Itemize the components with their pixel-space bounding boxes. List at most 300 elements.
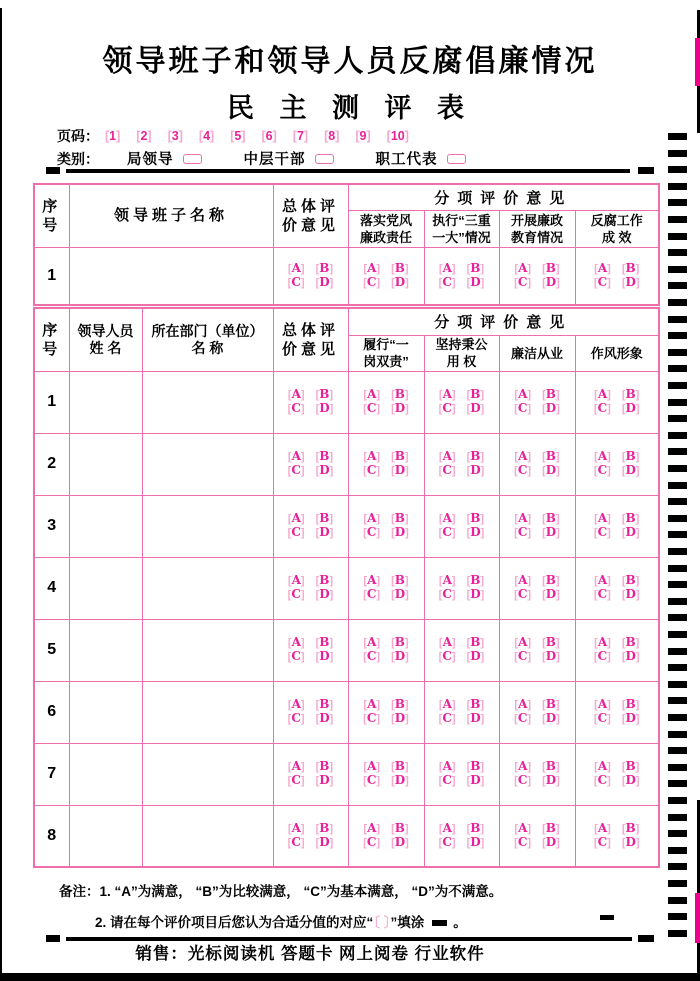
department-input-cell[interactable] — [142, 495, 273, 557]
bubble-option-a[interactable]: [A] — [363, 449, 381, 463]
bubble-option-c[interactable]: [C] — [363, 649, 381, 663]
bubble-option-b[interactable]: [B] — [315, 697, 334, 711]
bubble-option-c[interactable]: [C] — [363, 401, 381, 415]
bubble-option-a[interactable]: [A] — [363, 260, 381, 275]
bracket-right: ] — [527, 822, 532, 835]
bracket-right: ] — [480, 575, 485, 587]
page-number-bubble-10[interactable] — [387, 129, 409, 143]
bubble-option-d[interactable]: [D] — [466, 401, 485, 415]
timing-mark — [668, 880, 687, 887]
bubble-option-d[interactable]: [D] — [621, 587, 640, 601]
bubble-option-c[interactable]: [C] — [287, 401, 305, 415]
bracket-left: [ — [438, 775, 443, 787]
bracket-right: ] — [404, 575, 409, 587]
bubble-option-d[interactable]: [D] — [391, 525, 409, 539]
bubble-option-b[interactable]: [B] — [315, 511, 334, 525]
bubble-option-d[interactable]: [D] — [542, 274, 560, 289]
category-label: 类别： — [57, 150, 99, 167]
bubble-option-d[interactable]: [D] — [391, 834, 409, 849]
bracket-left: [ — [621, 451, 626, 463]
bubble-option-b[interactable]: [B] — [315, 387, 334, 401]
page-number-bubble-3[interactable] — [168, 129, 183, 143]
bubble-option-b[interactable]: [B] — [621, 697, 640, 711]
category-bubble[interactable] — [315, 154, 334, 164]
page-number-bubble-2[interactable] — [136, 129, 151, 143]
bubble-option-d[interactable]: [D] — [315, 587, 334, 601]
page-number: 3 — [171, 129, 179, 143]
bubble-option-a[interactable]: [A] — [287, 511, 305, 525]
bubble-option-d[interactable]: [D] — [542, 711, 560, 725]
bubble-option-b[interactable]: [B] — [621, 511, 640, 525]
bubble-option-d[interactable]: [D] — [621, 401, 640, 415]
bubble-option-b[interactable]: [B] — [542, 449, 560, 463]
bubble-option-a[interactable]: [A] — [287, 635, 305, 649]
team-name-header: 领导班子名称 — [69, 184, 273, 247]
bubble-option-c[interactable]: [C] — [593, 274, 611, 289]
bubble-line — [349, 836, 424, 850]
bubble-option-c[interactable]: [C] — [363, 463, 381, 477]
bracket-left: [ — [514, 713, 518, 725]
bubble-option-c[interactable]: [C] — [514, 401, 532, 415]
bubble-option-a[interactable]: [A] — [363, 387, 381, 401]
page-number-bubble-7[interactable] — [293, 129, 308, 143]
bubble-option-c[interactable]: [C] — [363, 834, 381, 849]
bubble-option-a[interactable]: [A] — [438, 573, 456, 587]
bubble-option-c[interactable]: [C] — [363, 773, 381, 787]
bubble-option-d[interactable]: [D] — [466, 587, 485, 601]
row-serial: 3 — [34, 495, 69, 557]
bubble-option-b[interactable]: [B] — [621, 449, 640, 463]
department-input-cell[interactable] — [142, 557, 273, 619]
bubble-option-c[interactable]: [C] — [438, 401, 456, 415]
serial-header: 序 号 — [34, 308, 69, 371]
bubble-option-c[interactable]: [C] — [287, 587, 305, 601]
bubble-option-c[interactable]: [C] — [287, 711, 305, 725]
bubble-option-d[interactable]: [D] — [466, 463, 485, 477]
bracket-left: [ — [287, 262, 292, 275]
bubble-option-b[interactable]: [B] — [391, 820, 409, 835]
bubble-option-b[interactable]: [B] — [315, 635, 334, 649]
page-number: 6 — [265, 129, 273, 143]
bubble-option-b[interactable]: [B] — [542, 759, 560, 773]
bubble-option-a[interactable]: [A] — [287, 387, 305, 401]
bubble-option-a[interactable]: [A] — [438, 260, 456, 275]
bubble-line — [576, 512, 659, 526]
bracket-left: [ — [315, 513, 320, 525]
timing-mark — [668, 847, 687, 854]
sub-header-0: 履行“一 岗双责” — [348, 335, 424, 371]
bubble-option-b[interactable]: [B] — [391, 635, 409, 649]
page-code-row — [57, 126, 409, 146]
bracket-left: [ — [466, 637, 471, 649]
bracket-left: [ — [466, 451, 471, 463]
bracket-right: ] — [329, 575, 334, 587]
bracket-right: ] — [527, 651, 532, 663]
bubble-option-b[interactable]: [B] — [466, 759, 485, 773]
bubble-option-b[interactable]: [B] — [391, 759, 409, 773]
bubble-line — [274, 760, 348, 774]
bracket-right: ] — [527, 713, 532, 725]
bubble-option-c[interactable]: [C] — [438, 773, 456, 787]
category-item-2 — [376, 148, 466, 169]
bubble-option-b[interactable]: [B] — [315, 820, 334, 835]
bubble-option-c[interactable]: [C] — [593, 525, 611, 539]
bubble-option-d[interactable]: [D] — [621, 834, 640, 849]
bubble-option-b[interactable]: [B] — [315, 573, 334, 587]
bubble-option-a[interactable]: [A] — [514, 820, 532, 835]
bubble-option-b[interactable]: [B] — [466, 511, 485, 525]
bubble-option-c[interactable]: [C] — [514, 463, 532, 477]
bubble-option-c[interactable]: [C] — [287, 773, 305, 787]
bracket-right: ] — [404, 451, 409, 463]
bracket-right: ] — [116, 129, 121, 143]
bubble-group — [576, 815, 659, 857]
bubble-option-c[interactable]: [C] — [514, 834, 532, 849]
bubble-option-d[interactable]: [D] — [391, 401, 409, 415]
bubble-option-a[interactable]: [A] — [594, 449, 611, 463]
bubble-option-a[interactable]: [A] — [363, 511, 381, 525]
category-bubble[interactable] — [183, 154, 202, 164]
bubble-option-d[interactable]: [D] — [315, 401, 334, 415]
department-input-cell[interactable] — [142, 681, 273, 743]
bubble-option-a[interactable]: [A] — [514, 387, 532, 401]
bracket-right: ] — [607, 637, 611, 649]
bubble-option-a[interactable]: [A] — [594, 697, 611, 711]
bracket-left: [ — [363, 699, 368, 711]
bubble-option-c[interactable]: [C] — [593, 834, 611, 849]
bracket-left: [ — [621, 276, 626, 289]
bubble-option-b[interactable]: [B] — [466, 573, 485, 587]
bracket-right: ] — [241, 129, 246, 143]
bubble-option-d[interactable]: [D] — [542, 525, 560, 539]
bubble-option-a[interactable]: [A] — [594, 387, 611, 401]
bracket-right: ] — [527, 262, 532, 275]
bubble-option-a[interactable]: [A] — [287, 697, 305, 711]
bracket-right: ] — [376, 262, 381, 275]
bubble-option-d[interactable]: [D] — [466, 649, 485, 663]
bubble-option-a[interactable]: [A] — [363, 697, 381, 711]
bubble-option-a[interactable]: [A] — [438, 635, 456, 649]
bubble-option-c[interactable]: [C] — [593, 711, 611, 725]
answer-bubble-cell — [499, 495, 575, 557]
sync-dash-bottom — [638, 935, 654, 942]
bubble-option-a[interactable]: [A] — [514, 511, 532, 525]
bubble-option-b[interactable]: [B] — [391, 260, 409, 275]
bracket-left: [ — [391, 699, 395, 711]
bubble-option-b[interactable]: [B] — [542, 260, 560, 275]
person-name-input-cell[interactable] — [69, 433, 142, 495]
page-number-bubble-4[interactable] — [199, 129, 214, 143]
bubble-option-b[interactable]: [B] — [391, 573, 409, 587]
bubble-option-b[interactable]: [B] — [621, 573, 640, 587]
bubble-option-c[interactable]: [C] — [593, 773, 611, 787]
bubble-option-b[interactable]: [B] — [466, 635, 485, 649]
answer-bubble-cell — [348, 805, 424, 867]
bubble-option-b[interactable]: [B] — [315, 449, 334, 463]
bubble-option-d[interactable]: [D] — [542, 401, 560, 415]
bubble-line — [425, 574, 499, 588]
bubble-option-d[interactable]: [D] — [621, 463, 640, 477]
bubble-option-a[interactable]: [A] — [594, 260, 611, 275]
person-name-input-cell[interactable] — [69, 371, 142, 433]
bubble-option-b[interactable]: [B] — [542, 635, 560, 649]
bubble-option-c[interactable]: [C] — [514, 274, 532, 289]
bubble-option-a[interactable]: [A] — [438, 697, 456, 711]
bubble-option-a[interactable]: [A] — [438, 759, 456, 773]
bubble-option-c[interactable]: [C] — [438, 649, 456, 663]
person-name-input-cell[interactable] — [69, 805, 142, 867]
bubble-option-c[interactable]: [C] — [287, 834, 305, 849]
bubble-option-c[interactable]: [C] — [438, 525, 456, 539]
bubble-option-d[interactable]: [D] — [315, 773, 334, 787]
bubble-option-d[interactable]: [D] — [542, 834, 560, 849]
bottom-edge-bar — [0, 973, 700, 981]
bubble-option-c[interactable]: [C] — [438, 274, 456, 289]
bubble-option-a[interactable]: [A] — [594, 573, 611, 587]
bracket-right: ] — [480, 651, 485, 663]
bubble-option-b[interactable]: [B] — [391, 387, 409, 401]
bubble-option-d[interactable]: [D] — [391, 274, 409, 289]
bubble-option-d[interactable]: [D] — [466, 834, 485, 849]
bubble-option-c[interactable]: [C] — [438, 834, 456, 849]
bracket-right: ] — [555, 761, 560, 773]
bubble-option-c[interactable]: [C] — [363, 274, 381, 289]
bubble-option-c[interactable]: [C] — [514, 773, 532, 787]
bubble-option-d[interactable]: [D] — [391, 711, 409, 725]
bubble-option-d[interactable]: [D] — [466, 274, 485, 289]
bubble-option-a[interactable]: [A] — [438, 387, 456, 401]
bubble-line — [425, 276, 499, 290]
bubble-option-d[interactable]: [D] — [391, 587, 409, 601]
bracket-left: [ — [287, 575, 292, 587]
bubble-option-a[interactable]: [A] — [594, 759, 611, 773]
bubble-option-a[interactable]: [A] — [514, 635, 532, 649]
bracket-right: ] — [178, 129, 183, 143]
bubble-option-b[interactable]: [B] — [621, 387, 640, 401]
timing-mark — [668, 913, 687, 920]
bubble-option-d[interactable]: [D] — [391, 773, 409, 787]
bubble-option-c[interactable]: [C] — [287, 274, 305, 289]
timing-mark — [668, 681, 687, 688]
bracket-left: [ — [466, 513, 471, 525]
bracket-left: [ — [315, 575, 320, 587]
bracket-left: [ — [621, 262, 626, 275]
bracket-left: [ — [514, 451, 519, 463]
bubble-option-c[interactable]: [C] — [438, 463, 456, 477]
department-input-cell[interactable] — [142, 433, 273, 495]
bubble-option-a[interactable]: [A] — [514, 697, 532, 711]
bubble-line — [349, 276, 424, 290]
person-name-input-cell[interactable] — [69, 495, 142, 557]
bracket-right: ] — [480, 761, 485, 773]
answer-bubble-cell — [424, 557, 499, 619]
bubble-line — [349, 760, 424, 774]
form-subtitle: 民 主 测 评 表 — [226, 93, 473, 123]
page-number-bubble-9[interactable] — [355, 129, 370, 143]
notes-line2-suffix: ”填涂 — [390, 915, 425, 930]
person-name-input-cell[interactable] — [69, 557, 142, 619]
bracket-left: [ — [594, 699, 598, 711]
person-name-input-cell[interactable] — [69, 681, 142, 743]
bubble-option-d[interactable]: [D] — [315, 711, 334, 725]
bubble-line — [576, 526, 659, 540]
bubble-option-b[interactable]: [B] — [466, 449, 485, 463]
bubble-option-a[interactable]: [A] — [363, 573, 381, 587]
bubble-option-c[interactable]: [C] — [438, 711, 456, 725]
timing-mark — [668, 316, 687, 323]
bubble-line — [274, 464, 348, 478]
bubble-option-a[interactable]: [A] — [594, 511, 611, 525]
bubble-option-c[interactable]: [C] — [287, 649, 305, 663]
bubble-option-b[interactable]: [B] — [315, 759, 334, 773]
team-name-input-cell[interactable] — [69, 247, 273, 305]
page-code-options — [105, 129, 409, 143]
bubble-option-b[interactable]: [B] — [621, 260, 640, 275]
department-input-cell[interactable] — [142, 371, 273, 433]
timing-mark — [668, 764, 687, 771]
department-input-cell[interactable] — [142, 619, 273, 681]
bracket-right: ] — [376, 637, 381, 649]
bubble-option-b[interactable]: [B] — [542, 697, 560, 711]
bubble-option-b[interactable]: [B] — [621, 820, 640, 835]
bubble-option-d[interactable]: [D] — [315, 463, 334, 477]
bubble-option-a[interactable]: [A] — [363, 635, 381, 649]
person-name-input-cell[interactable] — [69, 619, 142, 681]
bubble-option-a[interactable]: [A] — [594, 635, 611, 649]
bracket-right: ] — [300, 389, 305, 401]
bubble-option-d[interactable]: [D] — [466, 525, 485, 539]
bubble-option-d[interactable]: [D] — [542, 649, 560, 663]
bubble-option-b[interactable]: [B] — [466, 697, 485, 711]
bubble-option-d[interactable]: [D] — [621, 525, 640, 539]
bubble-line — [274, 712, 348, 726]
bubble-option-c[interactable]: [C] — [363, 711, 381, 725]
bubble-option-b[interactable]: [B] — [315, 260, 334, 275]
bubble-option-d[interactable]: [D] — [315, 525, 334, 539]
department-input-cell[interactable] — [142, 805, 273, 867]
bubble-option-c[interactable]: [C] — [363, 587, 381, 601]
bubble-option-a[interactable]: [A] — [438, 511, 456, 525]
bracket-right: ] — [404, 637, 409, 649]
bubble-option-a[interactable]: [A] — [438, 449, 456, 463]
timing-mark — [668, 598, 687, 605]
bubble-option-b[interactable]: [B] — [391, 449, 409, 463]
bubble-option-c[interactable]: [C] — [593, 463, 611, 477]
bubble-option-a[interactable]: [A] — [514, 449, 532, 463]
bubble-option-c[interactable]: [C] — [593, 649, 611, 663]
person-name-input-cell[interactable] — [69, 743, 142, 805]
bubble-option-a[interactable]: [A] — [594, 820, 611, 835]
bracket-right: ] — [376, 775, 381, 787]
timing-mark — [668, 282, 687, 289]
bracket-right: ] — [329, 262, 334, 275]
bubble-option-a[interactable]: [A] — [363, 820, 381, 835]
bubble-option-b[interactable]: [B] — [466, 820, 485, 835]
bracket-right: ] — [300, 589, 305, 601]
bubble-option-c[interactable]: [C] — [363, 525, 381, 539]
bubble-option-b[interactable]: [B] — [542, 820, 560, 835]
bracket-right: ] — [210, 129, 215, 143]
bracket-right: ] — [607, 651, 611, 663]
bubble-option-a[interactable]: [A] — [514, 260, 532, 275]
page-number-bubble-5[interactable] — [230, 129, 245, 143]
bubble-option-a[interactable]: [A] — [438, 820, 456, 835]
timing-mark — [668, 780, 687, 787]
bubble-option-a[interactable]: [A] — [363, 759, 381, 773]
bubble-option-a[interactable]: [A] — [514, 759, 532, 773]
bubble-option-d[interactable]: [D] — [315, 834, 334, 849]
bubble-option-b[interactable]: [B] — [542, 573, 560, 587]
bubble-option-a[interactable]: [A] — [287, 573, 305, 587]
bracket-right: ] — [451, 836, 456, 849]
bubble-option-d[interactable]: [D] — [621, 274, 640, 289]
bubble-option-d[interactable]: [D] — [542, 463, 560, 477]
bubble-option-d[interactable]: [D] — [621, 711, 640, 725]
bubble-option-b[interactable]: [B] — [621, 635, 640, 649]
timing-mark — [668, 565, 687, 572]
bubble-option-b[interactable]: [B] — [391, 511, 409, 525]
bubble-option-a[interactable]: [A] — [287, 820, 305, 835]
bubble-option-d[interactable]: [D] — [542, 587, 560, 601]
bracket-left: [ — [287, 651, 292, 663]
timing-mark — [668, 531, 687, 538]
bracket-right: ] — [376, 465, 381, 477]
bubble-option-c[interactable]: [C] — [593, 401, 611, 415]
bubble-option-b[interactable]: [B] — [466, 387, 485, 401]
bubble-option-b[interactable]: [B] — [542, 511, 560, 525]
bracket-right: ] — [555, 699, 560, 711]
bubble-option-b[interactable]: [B] — [621, 759, 640, 773]
page-number-bubble-1[interactable] — [105, 129, 120, 143]
page-number-bubble-6[interactable] — [261, 129, 276, 143]
bracket-left: [ — [514, 651, 518, 663]
bubble-option-a[interactable]: [A] — [514, 573, 532, 587]
bubble-option-d[interactable]: [D] — [391, 463, 409, 477]
category-bubble[interactable] — [447, 154, 466, 164]
answer-bubble-cell — [348, 619, 424, 681]
bubble-option-c[interactable]: [C] — [287, 463, 305, 477]
bubble-option-d[interactable]: [D] — [466, 773, 485, 787]
bubble-line — [274, 822, 348, 836]
bubble-option-c[interactable]: [C] — [514, 587, 532, 601]
bubble-option-c[interactable]: [C] — [287, 525, 305, 539]
bubble-line — [500, 760, 575, 774]
bubble-option-d[interactable]: [D] — [542, 773, 560, 787]
bubble-option-d[interactable]: [D] — [621, 649, 640, 663]
bubble-option-d[interactable]: [D] — [621, 773, 640, 787]
bubble-option-a[interactable]: [A] — [287, 260, 305, 275]
bubble-option-b[interactable]: [B] — [391, 697, 409, 711]
bracket-left: [ — [287, 713, 292, 725]
page-number-bubble-8[interactable] — [324, 129, 339, 143]
bubble-option-a[interactable]: [A] — [287, 449, 305, 463]
bracket-right: ] — [635, 761, 640, 773]
bubble-option-c[interactable]: [C] — [438, 587, 456, 601]
bubble-option-a[interactable]: [A] — [287, 759, 305, 773]
department-input-cell[interactable] — [142, 743, 273, 805]
bracket-right: ] — [303, 129, 309, 143]
bubble-option-c[interactable]: [C] — [514, 649, 532, 663]
bubble-option-b[interactable]: [B] — [466, 260, 485, 275]
bubble-option-d[interactable]: [D] — [391, 649, 409, 663]
bubble-option-d[interactable]: [D] — [315, 274, 334, 289]
bubble-option-d[interactable]: [D] — [315, 649, 334, 663]
bubble-option-c[interactable]: [C] — [514, 711, 532, 725]
bubble-option-c[interactable]: [C] — [593, 587, 611, 601]
bubble-option-b[interactable]: [B] — [542, 387, 560, 401]
bubble-option-d[interactable]: [D] — [466, 711, 485, 725]
bubble-option-c[interactable]: [C] — [514, 525, 532, 539]
